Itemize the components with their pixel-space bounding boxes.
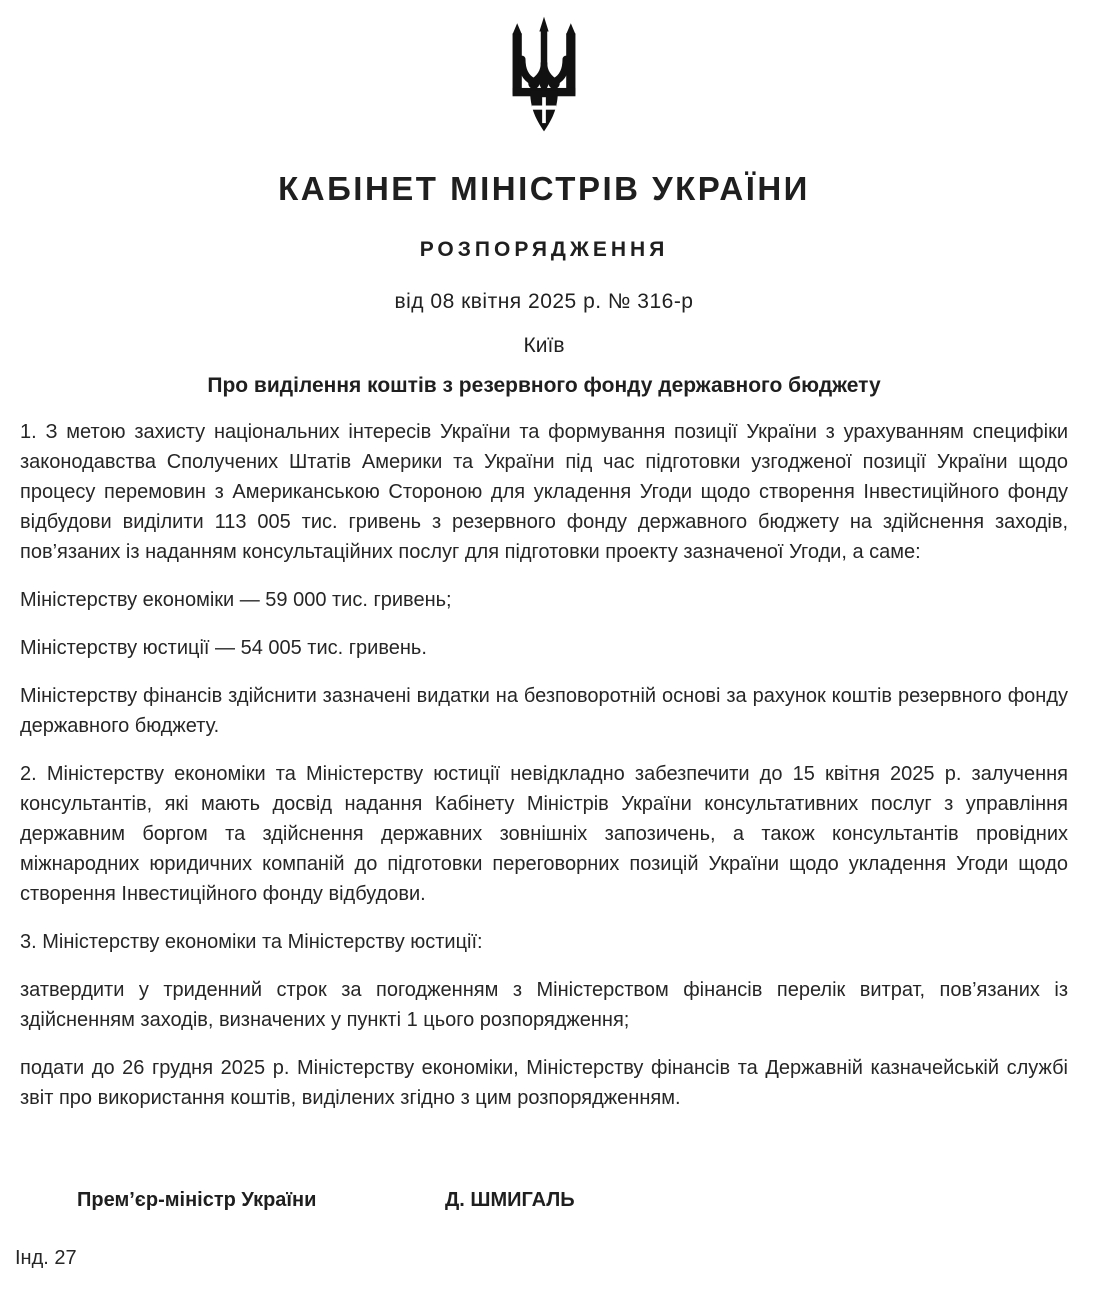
body-paragraph: 2. Міністерству економіки та Міністерству юстиції невідкладно забезпечити до 15 квітня 2025 р. залучення консультантів, які мають досвід надання Кабінету Міністрів України консультативних послуг з управління державним боргом та здійснення державних зовнішніх запозичень, а також консультантів провідних міжнародних юридичних компаній до підготовки переговорних позицій України щодо укладення Угоди щодо створення Інвестиційного фонду відбудови. — [20, 763, 1068, 905]
body-paragraph: 1. З метою захисту національних інтересів України та формування позиції України з урахуванням специфіки законодавства Сполучених Штатів Америки та України під час підготовки узгодженої позиції України щодо процесу перемовин з Американською Стороною для укладення Угоди щодо створення Інвестиційного фонду відбудови виділити 113 005 тис. гривень з резервного фонду державного бюджету на здійснення заходів, пов’язаних із наданням консультаційних послуг для підготовки проекту зазначеної Угоди, а саме: — [20, 421, 1068, 563]
doc-type-heading: РОЗПОРЯДЖЕННЯ — [419, 238, 669, 261]
org-name-heading: КАБІНЕТ МІНІСТРІВ УКРАЇНИ — [278, 170, 810, 207]
doc-date-number: від 08 квітня 2025 р. № 316-р — [394, 290, 694, 313]
body-paragraph: затвердити у триденний строк за погодженням з Міністерством фінансів перелік витрат, пов’язаних із здійсненням заходів, визначених у пункті 1 цього розпорядження; — [20, 979, 1068, 1031]
doc-city: Київ — [523, 334, 565, 357]
doc-index: Інд. 27 — [15, 1247, 77, 1269]
doc-title: Про виділення коштів з резервного фонду державного бюджету — [207, 374, 881, 397]
body-paragraph: Міністерству юстиції — 54 005 тис. гривень. — [20, 637, 427, 659]
doc-body — [20, 417, 1068, 1113]
ukraine-trident-icon — [507, 14, 581, 136]
signer-position: Прем’єр-міністр України — [77, 1189, 317, 1211]
signer-name: Д. ШМИГАЛЬ — [445, 1189, 575, 1211]
emblem-container — [20, 0, 1068, 136]
signature-block — [20, 1189, 1068, 1215]
body-paragraph: подати до 26 грудня 2025 р. Міністерству економіки, Міністерству фінансів та Державній казначейській службі звіт про використання коштів, виділених згідно з цим розпорядженням. — [20, 1057, 1068, 1109]
body-paragraph: Міністерству фінансів здійснити зазначені видатки на безповоротній основі за рахунок коштів резервного фонду державного бюджету. — [20, 685, 1068, 737]
body-paragraph: Міністерству економіки — 59 000 тис. гривень; — [20, 589, 452, 611]
body-paragraph: 3. Міністерству економіки та Міністерству юстиції: — [20, 931, 483, 953]
